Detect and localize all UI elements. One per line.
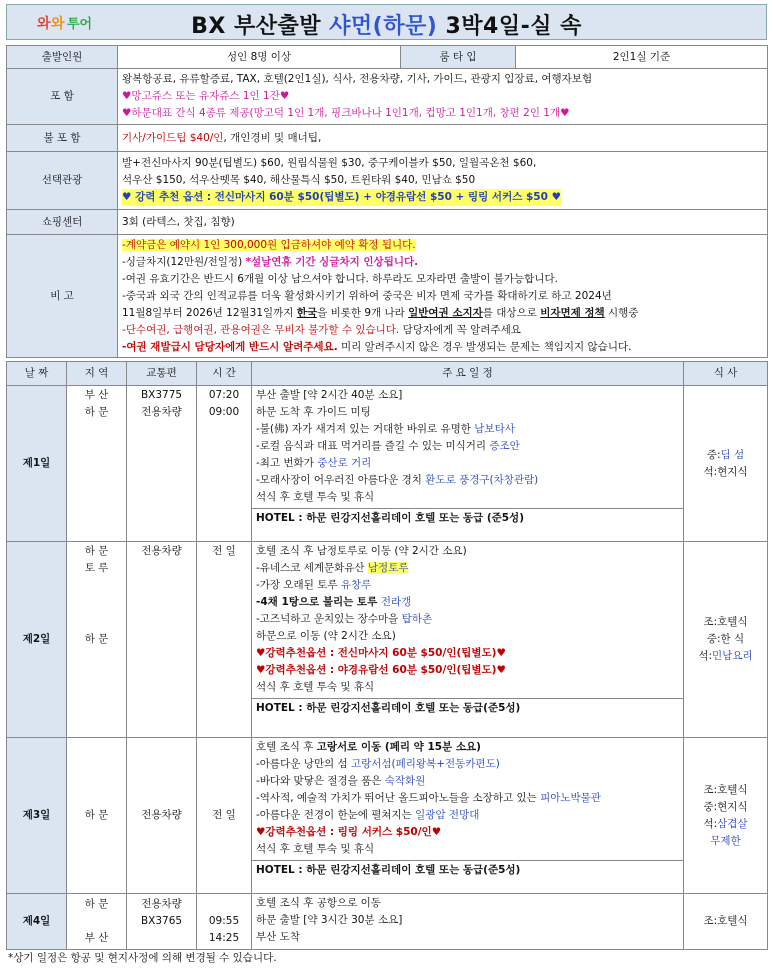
header-meal: 식 사 bbox=[684, 362, 768, 386]
transport-cell: BX3775 전용차량 bbox=[127, 386, 197, 542]
table-row bbox=[7, 386, 768, 542]
note-value: -계약금은 예약시 1인 300,000원 입금하셔야 예약 확정 됩니다. -싱글차지(12만원/전일정) *설날연휴 기간 싱글차지 인상됩니다. -여권 유효기간은 반드시 6개월 이상 남으셔야 합니다. 하루라도 모자라면 출발이 불가능합니다. -중국과 외국 간의 인적교류를 더욱 활성화시키기 위하여 중국은 비자 면제 국가를 확대하기로 하고 2024년 11월8일부터 2026년 12월31일까지 한국을 비롯한 9개 나라 일반여권 소지자를 대상으로 비자면제 정책 시행중 -단수여권, 급행여권, 관용여권은 무비자 불가할 수 있습니다. 담당자에게 꼭 알려주세요 -여권 재발급시 담당자에게 반드시 알려주세요. 미리 알려주시지 않은 경우 발생되는 문제는 책임지지 않습니다. bbox=[118, 235, 768, 358]
time-cell: 07:20 09:00 bbox=[197, 386, 252, 542]
time-cell: 전 일 bbox=[197, 738, 252, 894]
day-label: 제3일 bbox=[7, 738, 67, 894]
optional-value: 발+전신마사지 90분(팁별도) $60, 원림식물원 $30, 중구케이블카 $50, 일월곡온천 $60, 석우산 $150, 석우산뗏목 $40, 해산물특식 $50, 트윈타워 $40, 민남쇼 $50 ♥ 강력 추천 옵션 : 전신마사지 60분 $50(팁별도) + 야경유람선 $50 + 링링 서커스 $50 ♥ bbox=[118, 152, 768, 210]
table-row bbox=[7, 542, 768, 738]
header-time: 시 간 bbox=[197, 362, 252, 386]
departure-value: 성인 8명 이상 bbox=[118, 46, 401, 69]
footer-note: *상기 일정은 항공 및 현지사정에 의해 변경될 수 있습니다. bbox=[8, 952, 277, 964]
exclude-label: 불 포 함 bbox=[7, 125, 118, 152]
transport-cell: 전용차량 BX3765 bbox=[127, 894, 197, 950]
include-value: 왕복항공료, 유류할증료, TAX, 호텔(2인1실), 식사, 전용차량, 기사, 가이드, 관광지 입장료, 여행자보험 ♥망고쥬스 또는 유자쥬스 1인 1잔♥ ♥하문대표 간식 4종류 제공(망고덕 1인 1개, 핑크바나나 1인1개, 컵망고 1인1개, 창편 2인 1개♥ bbox=[118, 69, 768, 125]
note-label: 비 고 bbox=[7, 235, 118, 358]
day-label: 제4일 bbox=[7, 894, 67, 950]
meal-cell: 조:호텔식 bbox=[684, 894, 768, 950]
optional-label: 선택관광 bbox=[7, 152, 118, 210]
header-region: 지 역 bbox=[67, 362, 127, 386]
transport-cell: 전용차량 bbox=[127, 738, 197, 894]
day-label: 제2일 bbox=[7, 542, 67, 738]
room-label: 룸 타 입 bbox=[401, 46, 516, 69]
shop-label: 쇼핑센터 bbox=[7, 210, 118, 235]
schedule-table bbox=[6, 361, 768, 950]
title-bar bbox=[6, 4, 767, 40]
info-table bbox=[6, 45, 768, 358]
header-plan: 주 요 일 정 bbox=[252, 362, 684, 386]
day-label: 제1일 bbox=[7, 386, 67, 542]
exclude-value: 기사/가이드팁 $40/인, 개인경비 및 매너팁, bbox=[118, 125, 768, 152]
region-cell: 하 문 토 루 하 문 bbox=[67, 542, 127, 738]
shop-value: 3회 (라텍스, 찻집, 침향) bbox=[118, 210, 768, 235]
include-label: 포 함 bbox=[7, 69, 118, 125]
table-row bbox=[7, 738, 768, 894]
region-cell: 하 문 bbox=[67, 738, 127, 894]
meal-cell: 조:호텔식 중:현지식 석:삼겹살 무제한 bbox=[684, 738, 768, 894]
plan-cell: 호텔 조식 후 고랑서로 이동 (페리 약 15분 소요) -아름다운 낭만의 섬 고랑서섬(페리왕복+전동카편도) -바다와 맞닿은 절경을 품은 숙작화원 -역사적, 예술적 가치가 뛰어난 올드피아노들을 소장하고 있는 피아노박물관 -아름다운 전경이 한눈에 펼쳐지는 일광암 전망대 ♥강력추천옵션 : 링링 서커스 $50/인♥ 석식 후 호텔 투숙 및 휴식 HOTEL : 하문 린강지선홀리데이 호텔 또는 동급(준5성) bbox=[252, 738, 684, 894]
page-title: BX 부산출발 샤먼(하문) 3박4일-실 속 bbox=[191, 14, 582, 39]
time-cell: 전 일 bbox=[197, 542, 252, 738]
plan-cell: 호텔 조식 후 남정토루로 이동 (약 2시간 소요) -유네스코 세계문화유산 남정토루 -가장 오래된 토루 유창루 -4채 1탕으로 불리는 토루 전라갱 -고즈넉하고 운치있는 장수마을 탑하촌 하문으로 이동 (약 2시간 소요) ♥강력추천옵션 : 전신마사지 60분 $50/인(팁별도)♥ ♥강력추천옵션 : 야경유람선 60분 $50/인(팁별도)♥ 석식 후 호텔 투숙 및 휴식 HOTEL : 하문 린강지선홀리데이 호텔 또는 동급(준5성) bbox=[252, 542, 684, 738]
plan-cell: 호텔 조식 후 공항으로 이동 하문 출발 [약 3시간 30분 소요] 부산 도착 bbox=[252, 894, 684, 950]
departure-label: 출발인원 bbox=[7, 46, 118, 69]
region-cell: 하 문 부 산 bbox=[67, 894, 127, 950]
region-cell: 부 산 하 문 bbox=[67, 386, 127, 542]
svg-text:투어: 투어 bbox=[67, 17, 93, 32]
meal-cell: 중:딤 섬 석:현지식 bbox=[684, 386, 768, 542]
plan-cell: 부산 출발 [약 2시간 40분 소요] 하문 도착 후 가이드 미팅 -불(佛) 자가 새겨져 있는 거대한 바위로 유명한 남보타사 -로컬 음식과 대표 먹거리를 즐길 수 있는 미식거리 증조안 -최고 번화가 중산로 거리 -모래사장이 어우러진 아름다운 경치 환도로 풍경구(차창관람) 석식 후 호텔 투숙 및 휴식 HOTEL : 하문 린강지선홀리데이 호텔 또는 동급 (준5성) bbox=[252, 386, 684, 542]
hotel-info: HOTEL : 하문 린강지선홀리데이 호텔 또는 동급 (준5성) bbox=[252, 508, 683, 528]
transport-cell: 전용차량 bbox=[127, 542, 197, 738]
time-cell: 09:55 14:25 bbox=[197, 894, 252, 950]
meal-cell: 조:호텔식 중:한 식 석:민남요리 bbox=[684, 542, 768, 738]
svg-text:와: 와 bbox=[51, 16, 65, 32]
hotel-info: HOTEL : 하문 린강지선홀리데이 호텔 또는 동급(준5성) bbox=[252, 860, 683, 880]
header-transport: 교통편 bbox=[127, 362, 197, 386]
svg-text:와: 와 bbox=[37, 16, 51, 32]
hotel-info: HOTEL : 하문 린강지선홀리데이 호텔 또는 동급(준5성) bbox=[252, 698, 683, 718]
room-value: 2인1실 기준 bbox=[516, 46, 768, 69]
table-row bbox=[7, 894, 768, 950]
header-day: 날 짜 bbox=[7, 362, 67, 386]
